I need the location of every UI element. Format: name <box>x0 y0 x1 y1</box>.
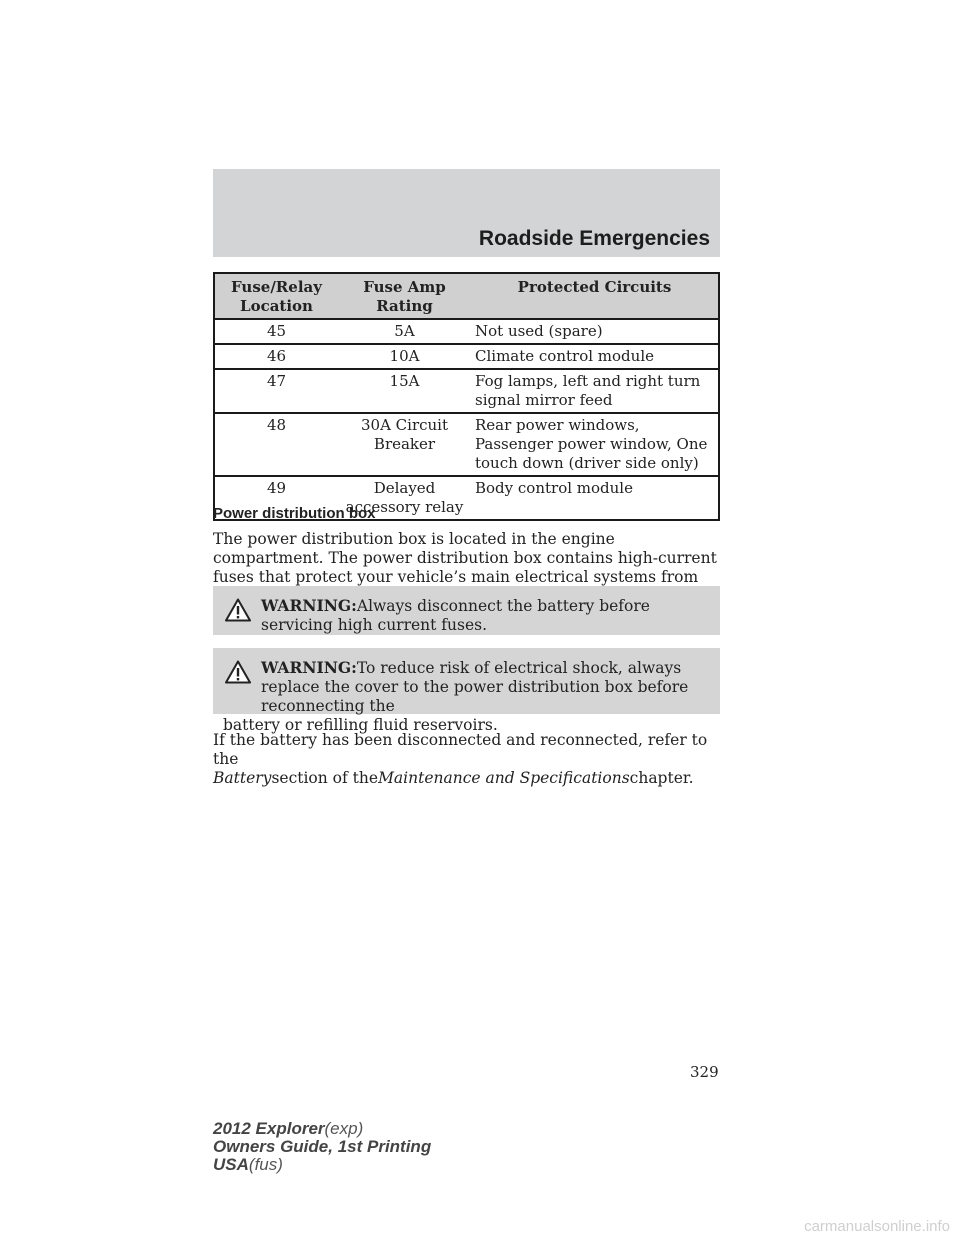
warning-label: WARNING: <box>261 596 357 615</box>
warning-body-end: current fuses. <box>377 616 488 634</box>
cell-location: 47 <box>214 369 338 413</box>
cell-protected-circuits: Climate control module <box>471 344 719 369</box>
warning-body-end: battery or refilling fluid reservoirs. <box>223 716 498 734</box>
column-header-amp-rating: Fuse Amp Rating <box>338 273 471 319</box>
warning-body: To reduce risk of electrical shock, always replace the cover to the power distribution box before reconnecting the <box>261 659 689 715</box>
warning-box <box>213 586 720 635</box>
table-row <box>214 319 719 344</box>
footer-market-code: (fus) <box>248 1155 283 1174</box>
column-header-protected-circuits: Protected Circuits <box>471 273 719 319</box>
closing-text: If the battery has been disconnected and reconnected, refer to the <box>213 731 708 768</box>
cell-location: 46 <box>214 344 338 369</box>
warning-box <box>213 648 720 734</box>
section-heading: Power distribution box <box>213 505 376 522</box>
chapter-header-band <box>213 169 720 257</box>
warning-triangle-icon <box>225 598 251 622</box>
cell-amp-rating: 10A <box>338 344 471 369</box>
cell-location: 48 <box>214 413 338 476</box>
table-row <box>214 369 719 413</box>
table-header-row <box>214 273 719 319</box>
cell-location: 49 <box>214 476 338 520</box>
table-row <box>214 413 719 476</box>
closing-paragraph <box>213 731 720 788</box>
cell-amp-rating: Delayed accessory relay <box>338 476 471 520</box>
warning-text <box>261 596 710 635</box>
cell-protected-circuits: Not used (spare) <box>471 319 719 344</box>
closing-text: section of the <box>271 769 379 787</box>
cell-amp-rating: 5A <box>338 319 471 344</box>
footer-imprint <box>213 1120 431 1174</box>
warning-triangle-icon <box>225 660 251 684</box>
cell-protected-circuits: Rear power windows, Passenger power window, One touch down (driver side only) <box>471 413 719 476</box>
footer-market: USA <box>213 1155 249 1174</box>
warning-label: WARNING: <box>261 658 357 677</box>
intro-paragraph: The power distribution box is located in the engine compartment. The power distribution box contains high-current fuses that protect your vehicle’s main electrical systems from <box>213 530 717 586</box>
column-header-location: Fuse/Relay Location <box>214 273 338 319</box>
battery-reference: Battery <box>213 769 272 787</box>
page-number: 329 <box>690 1063 719 1081</box>
chapter-reference: Maintenance and Specifications <box>378 769 630 787</box>
cell-protected-circuits: Body control module <box>471 476 719 520</box>
cell-location: 45 <box>214 319 338 344</box>
warning-text <box>261 658 710 716</box>
table-row <box>214 344 719 369</box>
fuse-table <box>213 272 720 521</box>
footer-model: 2012 Explorer <box>213 1119 325 1138</box>
cell-amp-rating: 15A <box>338 369 471 413</box>
closing-text: chapter. <box>629 769 694 787</box>
cell-protected-circuits: Fog lamps, left and right turn signal mirror feed <box>471 369 719 413</box>
footer-printing: Owners Guide, 1st Printing <box>213 1137 432 1156</box>
watermark: carmanualsonline.info <box>804 1218 950 1235</box>
cell-amp-rating: 30A Circuit Breaker <box>338 413 471 476</box>
footer-model-code: (exp) <box>324 1119 364 1138</box>
warning-body: Always disconnect the battery before servicing high <box>261 597 650 634</box>
chapter-title: Roadside Emergencies <box>478 227 710 250</box>
